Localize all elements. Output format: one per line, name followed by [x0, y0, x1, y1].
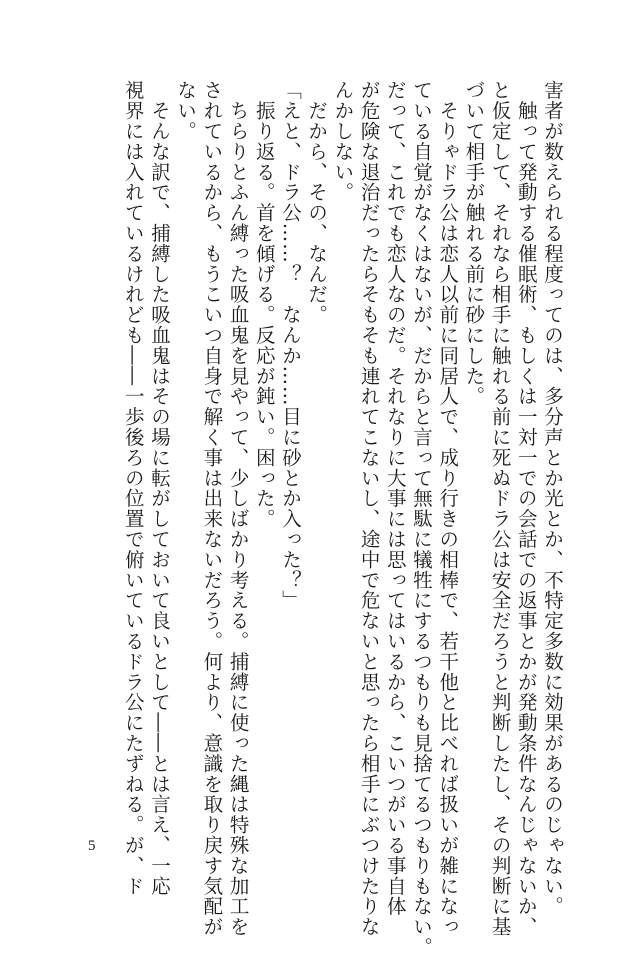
text-line: と仮定して、それなら相手に触れる前に死ぬドラ公は安全だろうと判断したし、その判断に基 — [488, 80, 512, 937]
text-line: ちらりとふん縛った吸血鬼を見やって、少しばかり考える。捕縛に使った縄は特殊な加工を — [226, 80, 250, 937]
text-line: 触って発動する催眠術、もしくは一対一での会話での返事とかが発動条件なんじゃないか、 — [514, 80, 538, 937]
text-line: だから、その、なんだ。 — [305, 80, 329, 325]
text-line: そんな訳で、捕縛した吸血鬼はその場に転がしておいて良いとして――とは言え、一応 — [147, 80, 171, 896]
text-line: ない。 — [174, 80, 198, 142]
page-number: 5 — [88, 838, 96, 854]
text-line: だって、これでも恋人なのだ。それなりに大事には思ってはいるから、こいつがいる事自体 — [383, 80, 407, 917]
text-line: づいて相手が触れる前に砂にした。 — [462, 80, 486, 407]
text-line: 害者が数えられる程度ってのは、多分声とか光とか、不特定多数に効果があるのじゃない。 — [541, 80, 564, 917]
text-line: 視界には入れているけれども――一歩後ろの位置で俯いているドラ公にたずねる。が、ド — [121, 80, 145, 896]
text-line: 「えと、ドラ公……？ なんか……目に砂とか入った？」 — [278, 80, 302, 611]
body-text — [65, 80, 565, 957]
text-line: 振り返る。首を傾げる。反応が鈍い。困った。 — [252, 80, 276, 529]
text-line: んかしない。 — [331, 80, 355, 203]
text-line: そりゃドラ公は恋人以前に同居人で、成り行きの相棒で、若干他と比べれば扱いが雑になっ — [436, 80, 460, 937]
text-line: されているから、もうこいつ自身で解く事は出来ないだろう。何より、意識を取り戻す気配が — [200, 80, 224, 937]
text-line: ている自覚がなくはないが、だからと言って無駄に犠牲にするつもりも見捨てるつもりもない。 — [409, 80, 433, 957]
text-line: が危険な退治だったらそもそも連れてこないし、途中で危ないと思ったら相手にぶつけたりな — [357, 80, 381, 937]
